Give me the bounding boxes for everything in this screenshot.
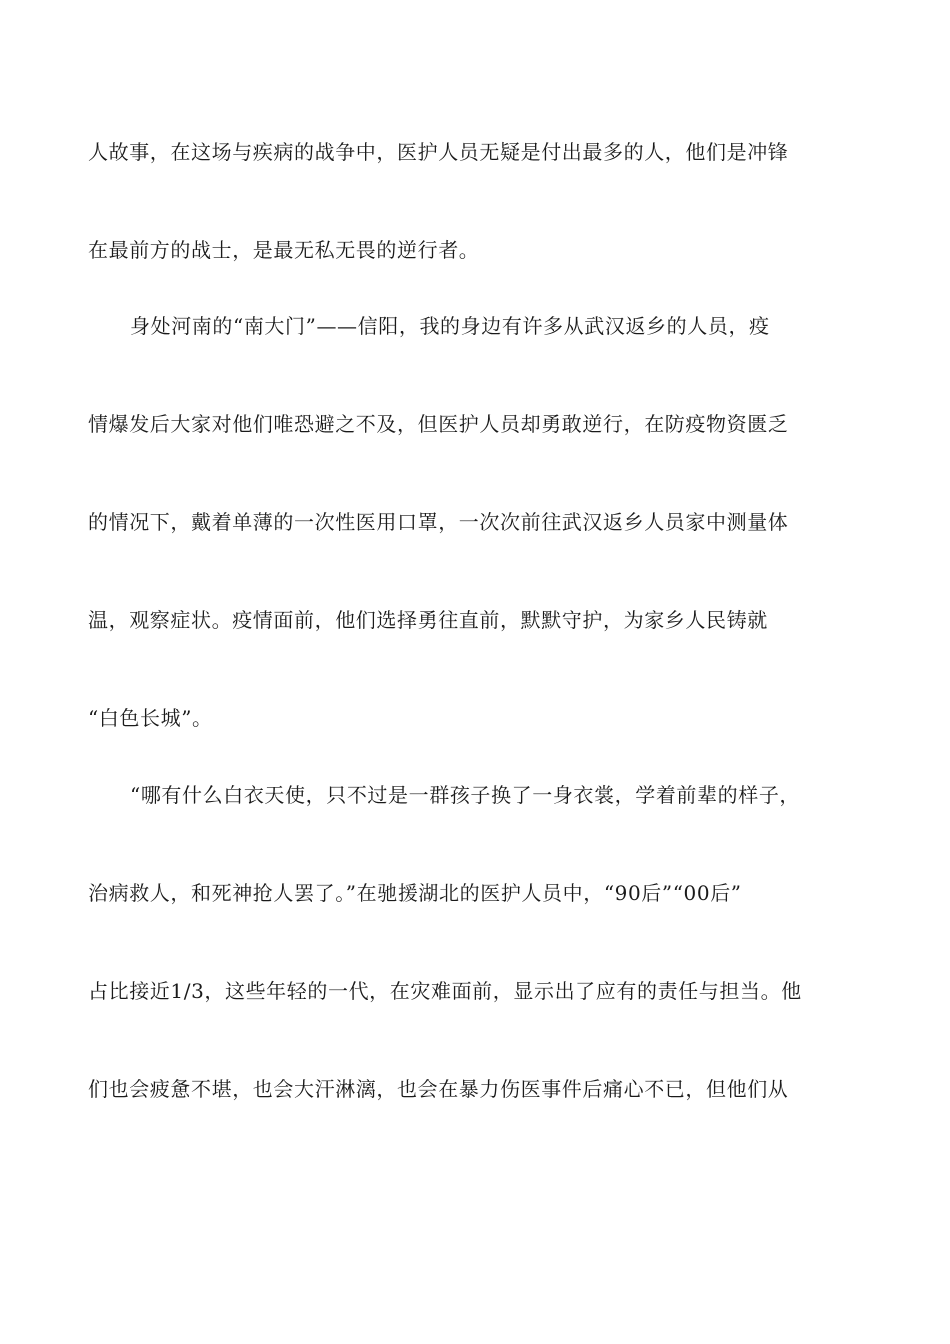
text-line: 占比接近1/3，这些年轻的一代，在灾难面前，显示出了应有的责任与担当。他 — [88, 979, 802, 1003]
text-line: 治病救人，和死神抢人罢了。”在驰援湖北的医护人员中，“90后”“00后” — [88, 881, 742, 905]
text-line: 在最前方的战士，是最无私无畏的逆行者。 — [88, 238, 480, 262]
text-line: 人故事，在这场与疾病的战争中，医护人员无疑是付出最多的人，他们是冲锋 — [88, 140, 789, 164]
text-line: 的情况下，戴着单薄的一次性医用口罩，一次次前往武汉返乡人员家中测量体 — [88, 510, 789, 534]
text-line: 们也会疲惫不堪，也会大汗淋漓，也会在暴力伤医事件后痛心不已，但他们从 — [88, 1077, 789, 1101]
text-line: 温，观察症状。疫情面前，他们选择勇往直前，默默守护，为家乡人民铸就 — [88, 608, 768, 632]
paragraph-start-line: “哪有什么白衣天使，只不过是一群孩子换了一身衣裳，学着前辈的样子， — [130, 783, 801, 807]
text-line: 情爆发后大家对他们唯恐避之不及，但医护人员却勇敢逆行，在防疫物资匮乏 — [88, 412, 789, 436]
text-line: “白色长城”。 — [88, 706, 213, 730]
paragraph-start-line: 身处河南的“南大门”——信阳，我的身边有许多从武汉返乡的人员，疫 — [130, 314, 770, 338]
